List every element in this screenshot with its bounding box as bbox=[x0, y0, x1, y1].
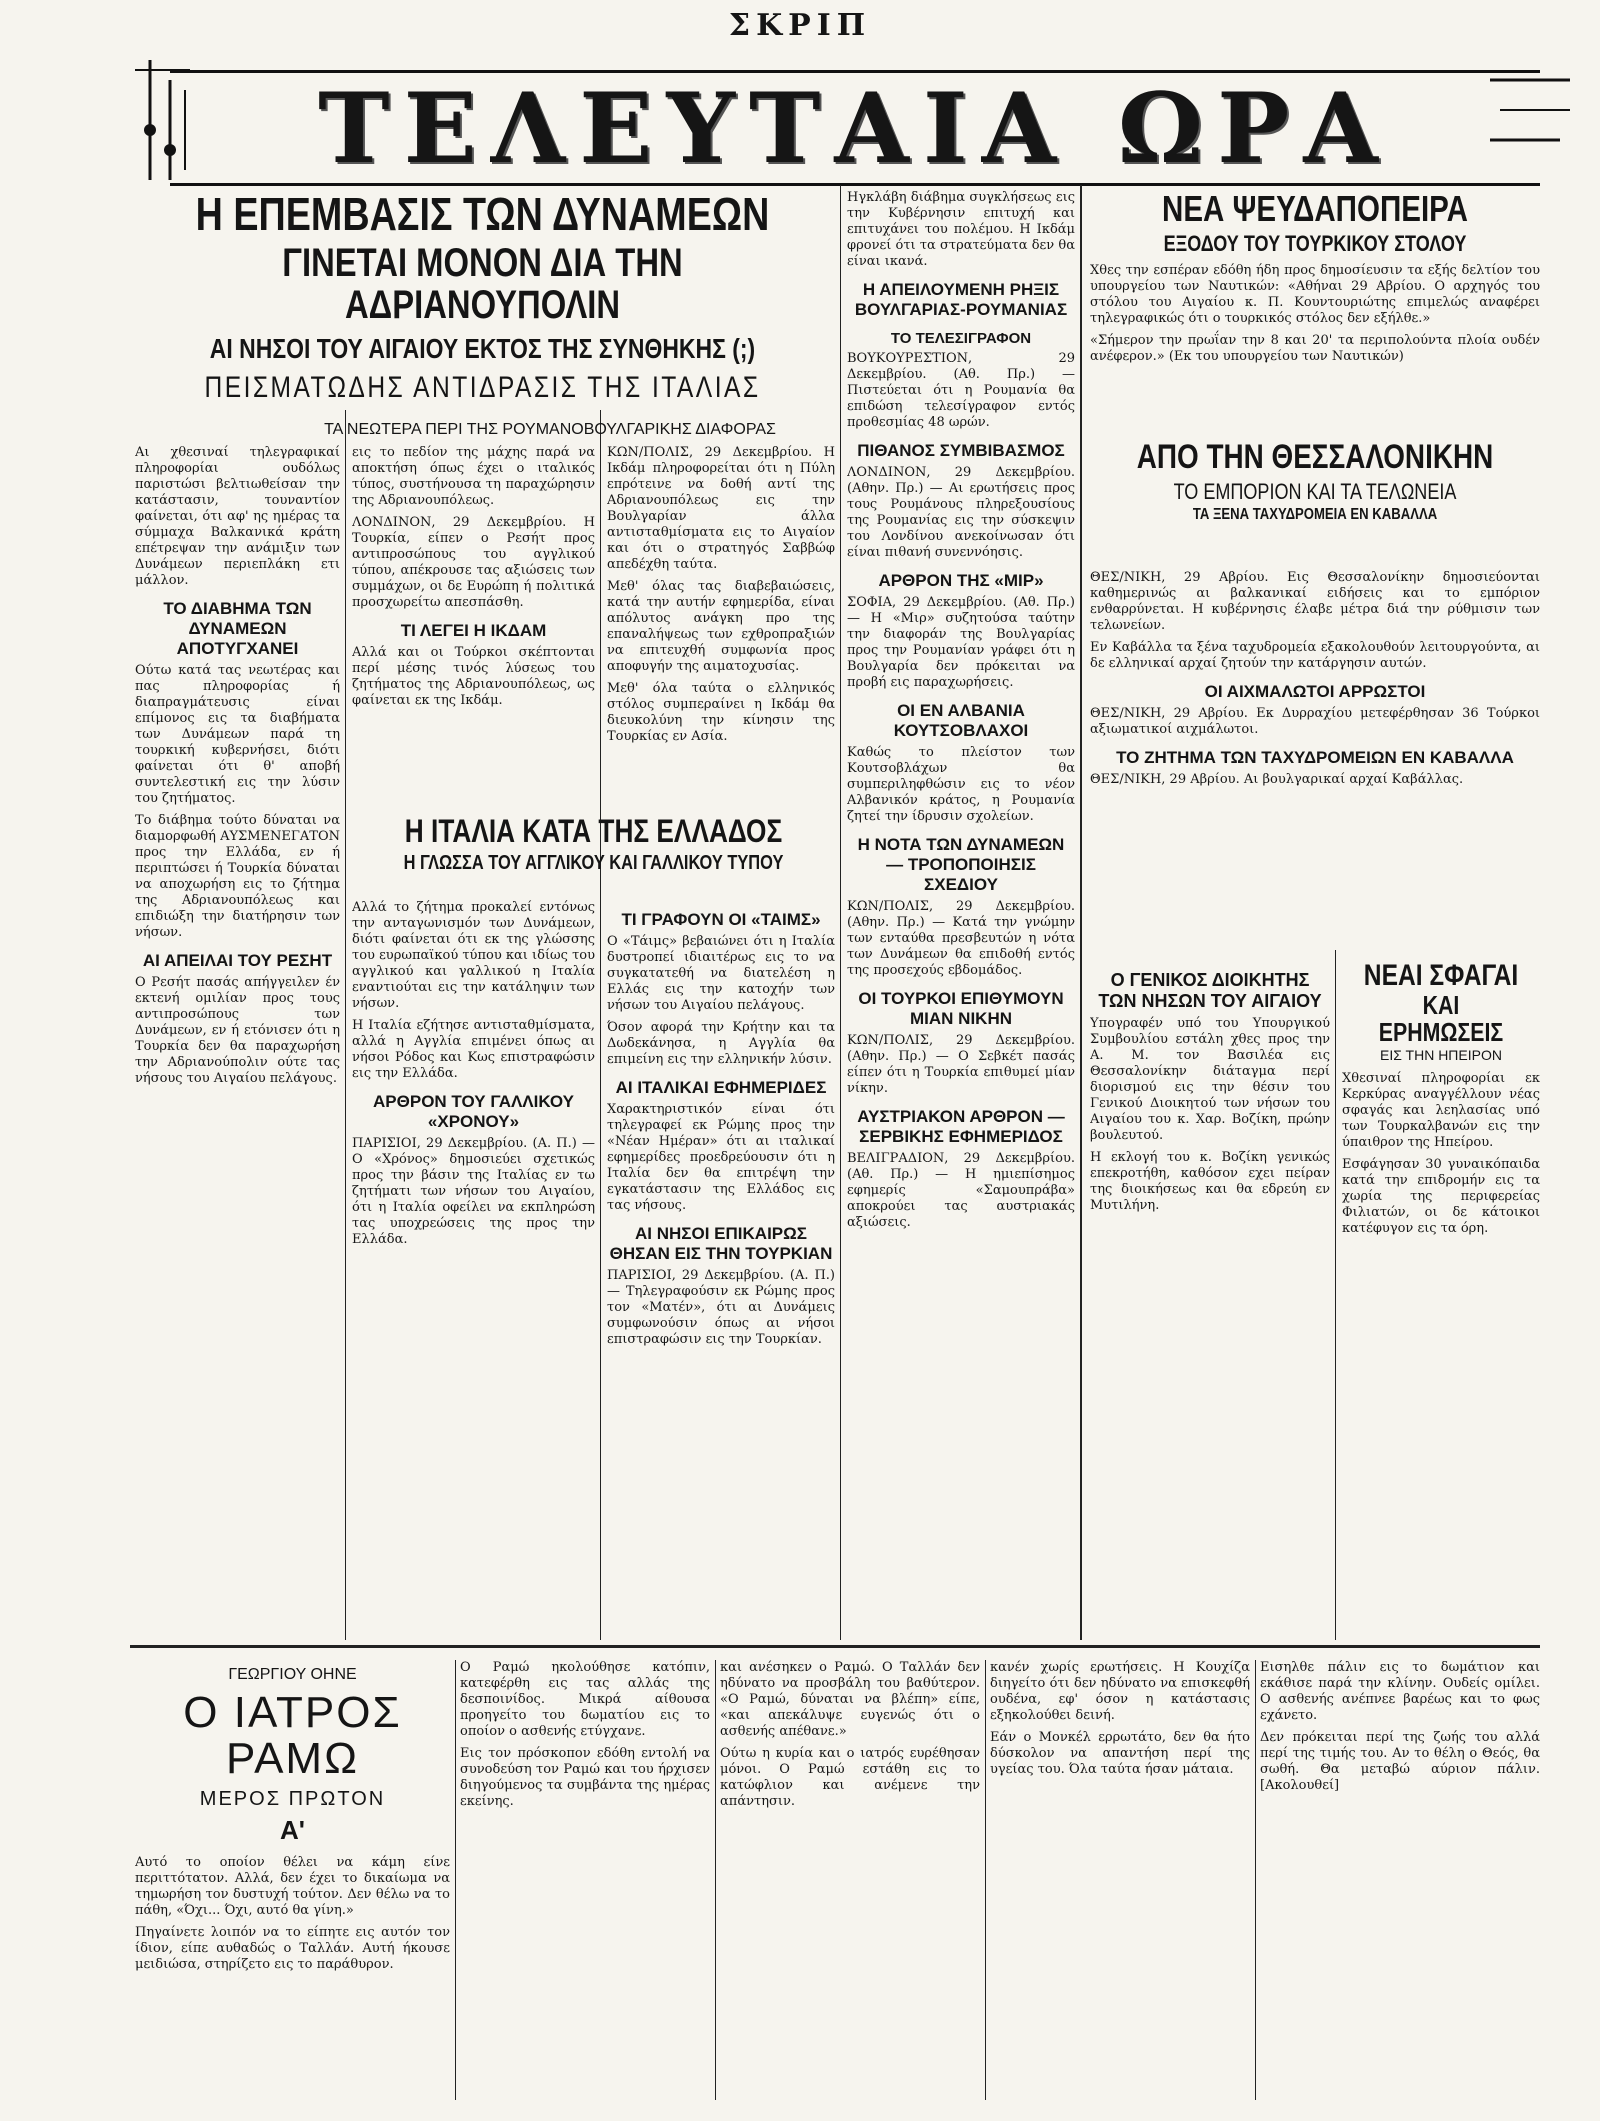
section-heading: Η ΝΟΤΑ ΤΩΝ ΔΥΝΑΜΕΩΝ — ΤΡΟΠΟΠΟΙΗΣΙΣ ΣΧΕΔΙΟΥ bbox=[857, 835, 1065, 894]
fleet-headline: ΝΕΑ ΨΕΥΔΑΠΟΠΕΙΡΑ bbox=[1162, 190, 1468, 229]
feuilleton-col-5 bbox=[1260, 1660, 1540, 2100]
paragraph: ΘΕΣ/ΝΙΚΗ, 29 Αβρίου. Εκ Δυρραχίου μετεφέρθησαν 36 Τούρκοι αξιωματικοί αιχμάλωτοι. bbox=[1090, 706, 1540, 737]
feuilleton-col-4 bbox=[990, 1660, 1250, 2100]
governor-headline: Ο ΓΕΝΙΚΟΣ ΔΙΟΙΚΗΤΗΣ ΤΩΝ ΝΗΣΩΝ ΤΟΥ ΑΙΓΑΙΟΥ bbox=[1098, 970, 1322, 1011]
italy-headline-block bbox=[352, 815, 835, 895]
paragraph: ΒΟΥΚΟΥΡΕΣΤΙΟΝ, 29 Δεκεμβρίου. (Αθ. Πρ.) — Πιστεύεται ότι η Ρουμανία θα επιδώση τελεσίγραφον εντός προθεσμίας 48 ωρών. bbox=[847, 351, 1075, 430]
section-heading: ΟΙ ΕΝ ΑΛΒΑΝΙΑ ΚΟΥΤΣΟΒΛΑΧΟΙ bbox=[893, 701, 1029, 740]
feuilleton-title: Ο ΙΑΤΡΟΣ ΡΑΜΩ bbox=[183, 1688, 402, 1784]
section-heading: ΤΙ ΛΕΓΕΙ Η ΙΚΔΑΜ bbox=[400, 621, 547, 640]
paragraph: κανέν χωρίς ερωτήσεις. Η Κουχίζα διηγείτο ότι δεν ηδύνατο να επισκεφθή ουδένα, εφ' όσον η κατάστασις εξηκολούθει δεινή. bbox=[990, 1660, 1250, 1723]
column-rule bbox=[985, 1660, 986, 2100]
section-heading: ΤΙ ΓΡΑΦΟΥΝ ΟΙ «ΤΑΙΜΣ» bbox=[621, 910, 821, 929]
paragraph: Αυτό το οποίον θέλει να κάμη είνε περιττότατον. Αλλά, δεν έχει το δικαίωμα να τημωρήση τον δυστυχή τούτον. Δεν θέλω να το πάθη, «Όχι... Όχι, αυτό θα γίνη.» bbox=[135, 1854, 450, 1918]
paragraph: Αλλά το ζήτημα προκαλεί εντόνως την ανταγωνισμόν των Δυνάμεων, διότι φαίνεται ότι εκ της γλώσσης του ευρωπαϊκού τύπου και ιδίως του αγγλικού και γαλλικού η Ιταλία εναντιούται εις την κατάληψιν των νήσων. bbox=[352, 900, 595, 1011]
right-top-block bbox=[1090, 190, 1540, 420]
lead-deck: ΑΙ ΝΗΣΟΙ ΤΟΥ ΑΙΓΑΙΟΥ ΕΚΤΟΣ ΤΗΣ ΣΥΝΘΗΚΗΣ (;) bbox=[209, 333, 756, 365]
fleet-subheadline: ΕΞΟΔΟΥ ΤΟΥ ΤΟΥΡΚΙΚΟΥ ΣΤΟΛΟΥ bbox=[1163, 230, 1467, 256]
massacres-headline: ΝΕΑΙ ΣΦΑΓΑΙ bbox=[1363, 960, 1519, 992]
paragraph: ΣΟΦΙΑ, 29 Δεκεμβρίου. (Αθ. Πρ.) — Η «Μιρ» συζητούσα ταύτην την διαφοράν της Βουλγαρίας προς την Ρουμανίαν γράφει ότι η Βουλγαρία δεν πρόκειται να προβή εις παραχωρήσεις. bbox=[847, 595, 1075, 690]
paragraph: ΠΑΡΙΣΙΟΙ, 29 Δεκεμβρίου. (Α. Π.) — Τηλεγραφούσιν εκ Ρώμης προς τον «Ματέν», ότι αι Δυνάμεις συμφωνούσιν όπως αι νήσοι επιστραφώσιν εις την Τουρκίαν. bbox=[607, 1268, 835, 1347]
section-heading: ΟΙ ΤΟΥΡΚΟΙ ΕΠΙΘΥΜΟΥΝ ΜΙΑΝ ΝΙΚΗΝ bbox=[858, 989, 1064, 1028]
paragraph: ΘΕΣ/ΝΙΚΗ, 29 Αβρίου. Εις Θεσσαλονίκην δημοσιεύονται καθημερινώς αι βαλκανικαί ειδήσεις και το εμπόριον ενθαρρύνεται. Η κυβέρνησις έλαβε μέτρα διά την ρύθμισιν των τελωνείων. bbox=[1090, 570, 1540, 633]
section-heading: ΠΙΘΑΝΟΣ ΣΥΜΒΙΒΑΣΜΟΣ bbox=[857, 441, 1065, 460]
paragraph: Ούτω η κυρία και ο ιατρός ευρέθησαν μόνοι. Ο Ραμώ εστάθη εις το κατώφλιον και ανέμενε την απάντησιν. bbox=[720, 1746, 980, 1809]
column-rule bbox=[1080, 185, 1082, 1640]
paragraph: Αλλά και οι Τούρκοι σκέπτονται περί μέσης τινός λύσεως του ζητήματος της Αδριανουπόλεως, ως φαίνεται εκ της Ικδάμ. bbox=[352, 645, 595, 708]
column-rule bbox=[715, 1660, 716, 2100]
column-rule bbox=[840, 185, 841, 1640]
column-rule bbox=[600, 410, 601, 1640]
section-heading: ΑΥΣΤΡΙΑΚΟΝ ΑΡΘΡΟΝ — ΣΕΡΒΙΚΗΣ ΕΦΗΜΕΡΙΔΟΣ bbox=[857, 1107, 1065, 1146]
italy-subheadline: Η ΓΛΩΣΣΑ ΤΟΥ ΑΓΓΛΙΚΟΥ ΚΑΙ ΓΑΛΛΙΚΟΥ ΤΥΠΟΥ bbox=[403, 851, 784, 874]
paragraph: Εισηλθε πάλιν εις το δωμάτιον και εκάθισε παρά την κλίνην. Ουδείς ομίλει. Ο ασθενής ανέπνεε βαρέως και το φως εχάνετο. bbox=[1260, 1660, 1540, 1723]
ornament-right bbox=[1490, 50, 1570, 190]
paragraph: Χαρακτηριστικόν είναι ότι τηλεγραφεί εκ Ρώμης προς την «Νέαν Ημέραν» ότι αι ιταλικαί εφημερίδες προεδρεύουσιν ότι η Ιταλία δεν θα επιτρέψη την εγκατάστασιν της Ελλάδος εις τας νήσους. bbox=[607, 1102, 835, 1213]
paragraph: ΚΩΝ/ΠΟΛΙΣ, 29 Δεκεμβρίου. (Αθην. Πρ.) — Κατά την γνώμην των ενταύθα πρεσβευτών η νότα των Δυνάμεων θα επιδοθή εντός της προσεχούς εβδομάδος. bbox=[847, 899, 1075, 978]
feuilleton-part: ΜΕΡΟΣ ΠΡΩΤΟΝ bbox=[199, 1788, 386, 1811]
paragraph: Δεν πρόκειται περί της ζωής του αλλά περί της τιμής του. Αν το θέλη ο Θεός, θα σωθή. Θα μεταβώ αύριον πάλιν. [Ακολουθεί] bbox=[1260, 1730, 1540, 1793]
paragraph: ΚΩΝ/ΠΟΛΙΣ, 29 Δεκεμβρίου. Η Ικδάμ πληροφορείται ότι η Πύλη επρότεινε να δοθή αντί της Αδριανουπόλεως εις την Βουλγαρίαν άλλα αντισταθμίσματα εις το Αιγαίον και ότι ο στρατηγός Σαββώφ απεδέχθη ταύτα. bbox=[607, 445, 835, 572]
paragraph: ΘΕΣ/ΝΙΚΗ, 29 Αβρίου. Αι βουλγαρικαί αρχαί Καβάλλας. bbox=[1090, 772, 1464, 787]
headline-banner bbox=[170, 70, 1540, 186]
section-heading: ΤΟ ΔΙΑΒΗΜΑ ΤΩΝ ΔΥΝΑΜΕΩΝ ΑΠΟΤΥΓΧΑΝΕΙ bbox=[163, 599, 312, 658]
column-3-lower bbox=[607, 900, 835, 1640]
paragraph: Ο Ρεσήτ πασάς απήγγειλεν έν εκτενή ομιλίαν προς τους αντιπροσώπους των Δυνάμεων, εν ή ετόνισεν ότι η Τουρκία δεν θα παραχωρήση την Αδριανούπολιν ούτε τας νήσους του Αιγαίου πελάγους. bbox=[135, 975, 340, 1086]
thessaloniki-subheadline: ΤΟ ΕΜΠΟΡΙΟΝ ΚΑΙ ΤΑ ΤΕΛΩΝΕΙΑ bbox=[1173, 478, 1457, 504]
paragraph: ΛΟΝΔΙΝΟΝ, 29 Δεκεμβρίου. (Αθην. Πρ.) — Αι ερωτήσεις προς τους Ρουμάνους πληρεξουσίους της Ρουμανίας εις την σύσκεψιν του Λονδίνου ανεκοίνωσαν ότι είναι πιθανή συνεννόησις. bbox=[847, 465, 1075, 560]
paragraph: ΚΩΝ/ΠΟΛΙΣ, 29 Δεκεμβρίου. (Αθην. Πρ.) — Ο Σεβκέτ πασάς είπεν ότι η Τουρκία επιθυμεί μίαν νίκην. bbox=[847, 1033, 1075, 1096]
massacres-deck: ΕΙΣ ΤΗΝ ΗΠΕΙΡΟΝ bbox=[1380, 1047, 1502, 1064]
section-heading: ΑΙ ΑΠΕΙΛΑΙ ΤΟΥ ΡΕΣΗΤ bbox=[142, 951, 333, 970]
feuilleton-col-2 bbox=[460, 1660, 710, 2100]
paragraph: Το διάβημα τούτο δύναται να διαμορφωθή ΑΥΣΜΕΝΕΓΑΤΟΝ προς την Ελλάδα, εν ή περιπτώσει ή Τουρκία δύναται να αποχωρήση εις το ζήτημα της Αδριανουπόλεως και επιδιώξη την διατήρησιν των νήσων. bbox=[135, 813, 340, 940]
column-2-upper bbox=[352, 445, 595, 805]
lead-deck-italy: ΠΕΙΣΜΑΤΩΔΗΣ ΑΝΤΙΔΡΑΣΙΣ ΤΗΣ ΙΤΑΛΙΑΣ bbox=[204, 370, 761, 404]
section-heading: Η ΑΠΕΙΛΟΥΜΕΝΗ ΡΗΞΙΣ ΒΟΥΛΓΑΡΙΑΣ-ΡΟΥΜΑΝΙΑΣ bbox=[854, 280, 1068, 319]
banner-title: ΤΕΛΕΥΤΑΙΑ ΩΡΑ bbox=[318, 71, 1392, 185]
massacres-subheadline: ΚΑΙ ΕΡΗΜΩΣΕΙΣ bbox=[1378, 989, 1504, 1047]
massacres-column bbox=[1342, 960, 1540, 1640]
nameplate: ΣΚΡΙΠ bbox=[728, 8, 872, 43]
paragraph: εις το πεδίον της μάχης παρά να αποκτήση όπως έχει ο ιταλικός τύπος, συστήνουσα τη παραχώρησιν της Αδριανουπόλεως. bbox=[352, 445, 595, 508]
paragraph: Υπογραφέν υπό του Υπουργικού Συμβουλίου εστάλη χθες προς την Α. Μ. τον Βασιλέα εις Θεσσαλονίκην διάταγμα περί διορισμού εις την θέσιν του Γενικού Διοικητού των νήσων του Αιγαίου του κ. Χαρ. Βοζίκη, πρώην βουλευτού. bbox=[1090, 1016, 1330, 1143]
paragraph: Χθες την εσπέραν εδόθη ήδη προς δημοσίευσιν τα εξής δελτίον του υπουργείου των Ναυτικών: «Αθήναι 29 Αβρίου. Ο αρχηγός του στόλου του Αιγαίου κ. Π. Κουντουριώτης επιμελώς αναφέρει τηλεγραφικώς ότι ο τουρκικός στόλος δεν εξήλθε.» bbox=[1090, 262, 1540, 326]
section-heading: ΑΡΘΡΟΝ ΤΟΥ ΓΑΛΛΙΚΟΥ «ΧΡΟΝΟΥ» bbox=[373, 1092, 574, 1131]
paragraph: Η Ιταλία εζήτησε αντισταθμίσματα, αλλά η Αγγλία επιμένει όπως αι νήσοι Ρόδος και Κως επιστραφώσιν εις την Ελλάδα. bbox=[352, 1018, 595, 1081]
paragraph: Η εκλογή του κ. Βοζίκη γενικώς επεκροτήθη, καθόσον εχει πείραν της διοικήσεως και θα εδρεύη εν Μυτιλήνη. bbox=[1090, 1150, 1330, 1213]
paragraph: Ηγκλάβη διάβημα συγκλήσεως εις την Κυβέρνησιν επιτυχή και επιτυχάνει του πολέμου. Η Ικδάμ φρονεί ότι τα στρατεύματα δεν θα είναι ικανά. bbox=[847, 190, 1075, 269]
italy-headline: Η ΙΤΑΛΙΑ ΚΑΤΑ ΤΗΣ ΕΛΛΑΔΟΣ bbox=[404, 815, 783, 849]
section-divider bbox=[130, 1645, 1540, 1648]
lead-headline-block bbox=[130, 190, 835, 415]
feuilleton-author: ΓΕΩΡΓΙΟΥ ΟΗΝΕ bbox=[228, 1666, 357, 1683]
governor-column bbox=[1090, 960, 1330, 1640]
paragraph: Καθώς το πλείστον των Κουτσοβλάχων θα συμπεριληφθώσιν εις το νέον Αλβανικόν κράτος, η Ρουμανία ζητεί την ίδρυσιν σχολείων. bbox=[847, 745, 1075, 824]
feuilleton-col-1 bbox=[135, 1660, 450, 2100]
paragraph: ΛΟΝΔΙΝΟΝ, 29 Δεκεμβρίου. Η Τουρκία, είπεν ο Ρεσήτ προς αντιπροσώπους του αγγλικού τύπου, απέκρουσε τας αξιώσεις των συμμάχων, οι δε Ευρώπη ή πολιτικά προσχωρείτω απεσπάσθη. bbox=[352, 515, 595, 610]
paragraph: Όσον αφορά την Κρήτην και τα Δωδεκάνησα, η Αγγλία θα επιμείνη εις την ελληνικήν λύσιν. bbox=[607, 1020, 835, 1067]
paragraph: Ο «Τάιμς» βεβαιώνει ότι η Ιταλία δυστροπεί ιδιαιτέρως εις το να συγκατατεθή να διατελέση η Ελλάς εις την κατοχήν των νήσων του Αιγαίου πελάγους. bbox=[607, 934, 835, 1013]
paragraph: Εις τον πρόσκοπον εδόθη εντολή να συνοδεύση τον Ραμώ και του ήρχισεν διηγούμενος τα συμβάντα της ημέρας εκείνης. bbox=[460, 1746, 710, 1809]
column-rule bbox=[345, 410, 346, 1640]
paragraph: Μεθ' όλα ταύτα ο ελληνικός στόλος συμπεραίνει η Ικδάμ θα διευκολύνη την κίνησιν της Τουρκίας εν Ασία. bbox=[607, 681, 835, 744]
thessaloniki-headline-block bbox=[1090, 440, 1540, 560]
section-heading: ΤΟ ΤΕΛΕΣΙΓΡΑΦΟΝ bbox=[890, 330, 1032, 347]
column-3-upper bbox=[607, 445, 835, 805]
section-heading: ΑΙ ΝΗΣΟΙ ΕΠΙΚΑΙΡΩΣ ΘΗΣΑΝ ΕΙΣ ΤΗΝ ΤΟΥΡΚΙΑΝ bbox=[609, 1224, 833, 1263]
column-2-lower bbox=[352, 900, 595, 1640]
paragraph: Ούτω κατά τας νεωτέρας και πας πληροφορίας ή διαπραγμάτευσις είναι επίμονος εις τα διαβήματα των Δυνάμεων παρά τη τουρκική κυβερνήσει, διότι φαίνεται ότι θ' αποβή συντελεστική εις την λύσιν του ζητήματος. bbox=[135, 663, 340, 806]
paragraph: και ανέσηκεν ο Ραμώ. Ο Ταλλάν δεν ηδύνατο να προσβάλη του βαθύτερον. «Ο Ραμώ, δύναται να βλέπη» είπε, «και απεκάλυψε ευγενώς ότι ο ασθενής απέθανε.» bbox=[720, 1660, 980, 1739]
feuilleton-chapter: Α' bbox=[280, 1815, 305, 1846]
feuilleton-col-3 bbox=[720, 1660, 980, 2100]
paragraph: Χθεσιναί πληροφορίαι εκ Κερκύρας αναγγέλλουν νέας σφαγάς και λεηλασίας υπό των Τουρκαλβανών εις την ύπαιθρον της Ηπείρου. bbox=[1342, 1070, 1540, 1150]
paragraph: Εάν ο Μονκέλ ερρωτάτο, δεν θα ήτο δύσκολον να απαντήση περί της υγείας του. Όλα ταύτα ήσαν μάταια. bbox=[990, 1730, 1250, 1777]
column-rule bbox=[455, 1660, 456, 2100]
paragraph: ΒΕΛΙΓΡΑΔΙΟΝ, 29 Δεκεμβρίου. (Αθ. Πρ.) — Η ημιεπίσημος εφημερίς «Σαμουπράβα» αποκρούει τας αυστριακάς αξιώσεις. bbox=[847, 1151, 1075, 1230]
column-1 bbox=[135, 445, 340, 1640]
paragraph: Εν Καβάλλα τα ξένα ταχυδρομεία εξακολουθούν λειτουργούντα, αι δε ελληνικαί αρχαί ζητούν την κατάργησιν αυτών. bbox=[1090, 640, 1540, 671]
paragraph: Αι χθεσιναί τηλεγραφικαί πληροφορίαι ουδόλως παριστώσι βελτιωθείσαν την κατάστασιν, τουναντίον φαίνεται, ότι αφ' ης ημέρας τα σύμμαχα Βαλκανικά κράτη επέτρεψαν την ανάμιξιν των Δυνάμεων περιεπλάκη ετι μάλλον. bbox=[135, 445, 340, 588]
paragraph: Εσφάγησαν 30 γυναικόπαιδα κατά την επιδρομήν εις τα χωρία της περιφερείας Φιλιατών, οι δε κάτοικοι κατέφυγον εις τα όρη. bbox=[1342, 1156, 1540, 1236]
column-rule bbox=[1335, 950, 1336, 1640]
thessaloniki-body bbox=[1090, 570, 1540, 950]
thessaloniki-deck: ΤΑ ΞΕΝΑ ΤΑΧΥΔΡΟΜΕΙΑ ΕΝ ΚΑΒΑΛΛΑ bbox=[1192, 505, 1438, 523]
lead-headline: Η ΕΠΕΜΒΑΣΙΣ ΤΩΝ ΔΥΝΑΜΕΩΝ bbox=[195, 190, 770, 240]
paragraph: Μεθ' όλας τας διαβεβαιώσεις, κατά την αυτήν εφημερίδα, είναι απόλυτος ανάγκη προ της επαναλήψεως των εχθροπραξιών να επιτευχθή συμφωνία προς αποφυγήν της αιματοχυσίας. bbox=[607, 579, 835, 674]
column-4 bbox=[847, 190, 1075, 1640]
paragraph: Ο Ραμώ ηκολούθησε κατόπιν, κατεφέρθη εις τας αλλάς της δεσποινίδος. Μικρά αίθουσα προηγείτο του δωματίου εις το οποίον ο ασθενής ετύγχανε. bbox=[460, 1660, 710, 1739]
column-rule bbox=[1255, 1660, 1256, 2100]
thessaloniki-headline: ΑΠΟ ΤΗΝ ΘΕΣΣΑΛΟΝΙΚΗΝ bbox=[1136, 440, 1494, 476]
section-heading: ΤΟ ΖΗΤΗΜΑ ΤΩΝ ΤΑΧΥΔΡΟΜΕΙΩΝ ΕΝ ΚΑΒΑΛΛΑ bbox=[1116, 748, 1514, 767]
section-heading: ΟΙ ΑΙΧΜΑΛΩΤΟΙ ΑΡΡΩΣΤΟΙ bbox=[1204, 682, 1426, 701]
paragraph: ΠΑΡΙΣΙΟΙ, 29 Δεκεμβρίου. (Α. Π.) — Ο «Χρόνος» δημοσιεύει σχετικώς προς την βάσιν της Ιταλίας εν τω ζητήματι των νήσων του Αιγαίου, ότι η Ιταλία οφείλει να εκπληρώση τας υποχρεώσεις της προς την Ελλάδα. bbox=[352, 1136, 595, 1247]
paragraph: «Σήμερον την πρωΐαν την 8 και 20' τα περιπολούντα πλοία ουδέν ανέφερον.» (Εκ του υπουργείου των Ναυτικών) bbox=[1090, 332, 1540, 364]
lead-subheadline: ΓΙΝΕΤΑΙ ΜΟΝΟΝ ΔΙΑ ΤΗΝ ΑΔΡΙΑΝΟΥΠΟΛΙΝ bbox=[282, 241, 683, 328]
section-heading: ΑΙ ΙΤΑΛΙΚΑΙ ΕΦΗΜΕΡΙΔΕΣ bbox=[615, 1078, 827, 1097]
section-heading: ΑΡΘΡΟΝ ΤΗΣ «ΜΙΡ» bbox=[878, 571, 1044, 590]
lead-kicker: ΤΑ ΝΕΩΤΕΡΑ ΠΕΡΙ ΤΗΣ ΡΟΥΜΑΝΟΒΟΥΛΓΑΡΙΚΗΣ ΔΙΑΦΟΡΑΣ bbox=[324, 421, 776, 438]
paragraph: Πηγαίνετε λοιπόν να το είπητε εις αυτόν τον ίδιον, είπε αυθαδώς ο Ταλλάν. Αυτή ήκουσε μειδιώσα, στηρίζετο εις το παράθυρον. bbox=[135, 1924, 450, 1972]
